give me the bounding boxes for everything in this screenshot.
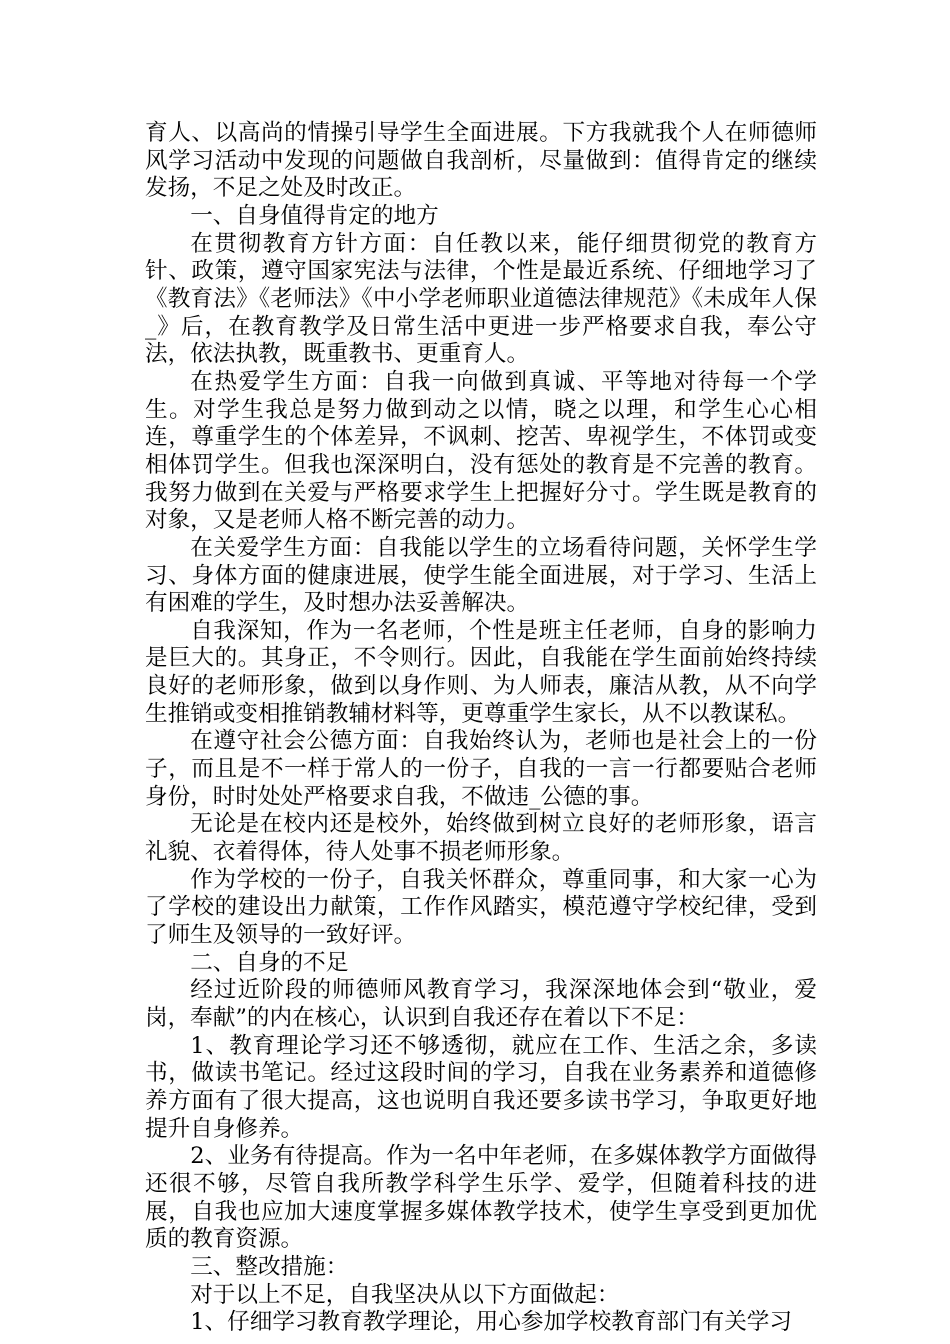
- section-heading-measures: 三、整改措施：: [190, 1253, 349, 1280]
- paragraph-education-policy: 在贯彻教育方针方面：自任教以来，能仔细贯彻党的教育方针、政策，遵守国家宪法与法律，个性是最近系统、仔细地学习了《教育法》《老师法》《中小学老师职业道德法律规范》《未成年人保_》后，在教育教学及日常生活中更进一步严格要求自我，奉公守法，依法执教，既重教书、更重育人。: [145, 230, 817, 368]
- list-item-theory-study: 1、教育理论学习还不够透彻，就应在工作、生活之余，多读书，做读书笔记。经过这段时间的学习，自我在业务素养和道德修养方面有了很大提高，这也说明自我还要多读书学习，争取更好地提升自身修养。: [145, 1032, 817, 1142]
- paragraph-shortcomings-intro: 经过近阶段的师德师风教育学习，我深深地体会到“敬业，爱岗，奉献”的内在核心，认识到自我还存在着以下不足：: [145, 977, 817, 1031]
- paragraph-teacher-image: 无论是在校内还是校外，始终做到树立良好的老师形象，语言礼貌、衣着得体，待人处事不损老师形象。: [145, 811, 817, 866]
- paragraph-school-member: 作为学校的一份子，自我关怀群众，尊重同事，和大家一心为了学校的建设出力献策，工作作风踏实，模范遵守学校纪律，受到了师生及领导的一致好评。: [145, 866, 817, 949]
- paragraph-social-morality: 在遵守社会公德方面：自我始终认为，老师也是社会上的一份子，而且是不一样于常人的一份子，自我的一言一行都要贴合老师身份，时时处处严格要求自我，不做违_公德的事。: [145, 728, 817, 810]
- paragraph-care-students: 在关爱学生方面：自我能以学生的立场看待问题，关怀学生学习、身体方面的健康进展，使学生能全面进展，对于学习、生活上有困难的学生，及时想办法妥善解决。: [145, 534, 817, 617]
- list-item-measure-1: 1、仔细学习教育教学理论，用心参加学校教育部门有关学习: [190, 1309, 792, 1336]
- paragraph-love-students: 在热爱学生方面：自我一向做到真诚、平等地对待每一个学生。对学生我总是努力做到动之以情，晓之以理，和学生心心相连，尊重学生的个体差异，不讽刺、挖苦、卑视学生，不体罚或变相体罚学生。但我也深深明白，没有惩处的教育是不完善的教育。我努力做到在关爱与严格要求学生上把握好分寸。学生既是教育的对象，又是老师人格不断完善的动力。: [145, 368, 817, 534]
- section-heading-shortcomings: 二、自身的不足: [190, 949, 349, 976]
- list-item-skills: 2、业务有待提高。作为一名中年老师，在多媒体教学方面做得还很不够，尽管自我所教学科学生乐学、爱学，但随着科技的进展，自我也应加大速度掌握多媒体教学技术，使学生享受到更加优质的教育资源。: [145, 1143, 817, 1253]
- paragraph-role-model: 自我深知，作为一名老师，个性是班主任老师，自身的影响力是巨大的。其身正，不令则行。因此，自我能在学生面前始终持续良好的老师形象，做到以身作则、为人师表，廉洁从教，从不向学生推销或变相推销教辅材料等，更尊重学生家长，从不以教谋私。: [145, 617, 817, 727]
- paragraph-measures-intro: 对于以上不足，自我坚决从以下方面做起：: [190, 1281, 620, 1308]
- document-body: [145, 120, 817, 1337]
- paragraph-continuation: 育人、以高尚的情操引导学生全面进展。下方我就我个人在师德师风学习活动中发现的问题做自我剖析，尽量做到：值得肯定的继续发扬，不足之处及时改正。: [145, 120, 817, 202]
- section-heading-strengths: 一、自身值得肯定的地方: [190, 202, 439, 229]
